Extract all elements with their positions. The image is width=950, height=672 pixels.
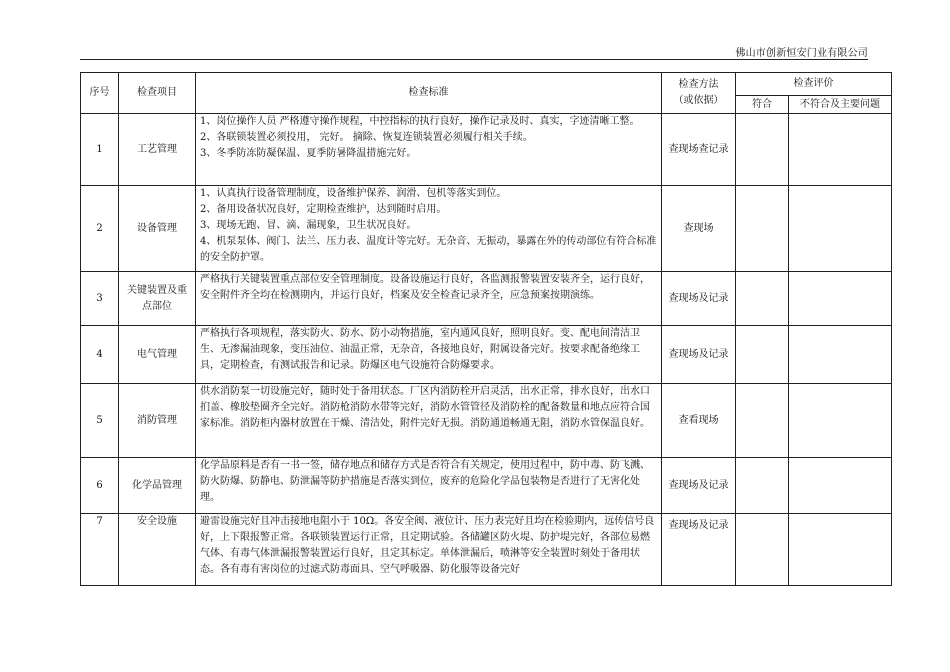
- standard-line: 1、岗位操作人员 严格遵守操作规程，中控指标的执行良好，操作记录及时、真实，字迹清晰工整。: [200, 116, 640, 127]
- row-seq: 7: [81, 514, 119, 586]
- inspection-table: [80, 72, 892, 586]
- standard-line: 避雷设施完好且冲击接地电阻小于 10Ω。各安全阀、液位计、压力表完好且均在检验期内，远传信号良好，上下限报警正常。各联锁装置运行正常，且定期试验。各储罐区防火堤、防护堤完好，各部位易燃气体、有毒气体泄漏报警装置运行良好，且定其标定。单体泄漏后，喷淋等安全装置时刻处于备用状态。各有毒有害岗位的过滤式防毒面具、空气呼吸器、防化服等设备完好: [200, 516, 655, 575]
- table-row: [81, 272, 892, 326]
- table-row: [81, 384, 892, 458]
- row-seq: 3: [81, 272, 119, 326]
- row-standard: [196, 114, 662, 186]
- table-row: [81, 458, 892, 514]
- row-method: 查现场及记录: [662, 326, 736, 384]
- row-conform: [736, 458, 789, 514]
- header-item: 检查项目: [119, 73, 196, 114]
- row-item: 化学品管理: [119, 458, 196, 514]
- standard-line: 3、冬季防冻防凝保温、夏季防暑降温措施完好。: [200, 148, 417, 159]
- row-conform: [736, 384, 789, 458]
- standard-line: 严格执行各项规程，落实防火、防水、防小动物措施，室内通风良好，照明良好。变、配电间清洁卫生、无渗漏油现象，变压油位、油温正常，无杂音，各接地良好，附属设备完好。按要求配备绝缘工具，定期检查，有测试报告和记录。防爆区电气设施符合防爆要求。: [200, 328, 640, 371]
- row-conform: [736, 326, 789, 384]
- standard-line: 化学品原料是否有一书一签，储存地点和储存方式是否符合有关规定，使用过程中，防中毒、防飞溅、防火防爆、防静电、防泄漏等防护措施是否落实到位，废弃的危险化学品包装物是否进行了无害化处理。: [200, 460, 650, 503]
- table-row: [81, 326, 892, 384]
- row-seq: 4: [81, 326, 119, 384]
- header-conform: 符合: [736, 96, 789, 114]
- row-standard: [196, 326, 662, 384]
- row-nonconform: [789, 514, 892, 586]
- row-item: 安全设施: [119, 514, 196, 586]
- row-seq: 1: [81, 114, 119, 186]
- table-row: [81, 514, 892, 586]
- row-conform: [736, 186, 789, 272]
- header-evaluation: 检查评价: [736, 73, 892, 96]
- header-rule: [80, 59, 868, 60]
- row-method: 查现场及记录: [662, 458, 736, 514]
- header-method: [662, 73, 736, 114]
- row-nonconform: [789, 186, 892, 272]
- row-conform: [736, 272, 789, 326]
- standard-line: 2、备用设备状况良好，定期检查维护，达到随时启用。: [200, 204, 447, 215]
- company-name: 佛山市创新恒安门业有限公司: [735, 48, 868, 59]
- row-seq: 5: [81, 384, 119, 458]
- standard-line: 3、现场无跑、冒、滴、漏现象，卫生状况良好。: [200, 220, 417, 231]
- standard-line: 2、各联锁装置必须投用， 完好。 摘除、恢复连锁装置必须履行相关手续。: [200, 132, 533, 143]
- header-method-sub: （或依据）: [673, 95, 724, 106]
- row-standard: [196, 272, 662, 326]
- row-standard: [196, 458, 662, 514]
- row-conform: [736, 114, 789, 186]
- standard-line: 严格执行关键装置重点部位安全管理制度。设备设施运行良好，各监测报警装置安装齐全，运行良好，安全附件齐全均在检测期内，并运行良好，档案及安全检查记录齐全，应急预案按期演练。: [200, 274, 650, 301]
- row-nonconform: [789, 384, 892, 458]
- row-method: 查现场及记录: [662, 272, 736, 326]
- row-seq: 2: [81, 186, 119, 272]
- row-method: 查现场查记录: [662, 114, 736, 186]
- standard-line: 1、认真执行设备管理制度，设备维护保养、润滑、包机等落实到位。: [200, 188, 507, 199]
- row-nonconform: [789, 272, 892, 326]
- row-nonconform: [789, 114, 892, 186]
- row-item: 电气管理: [119, 326, 196, 384]
- row-standard: [196, 514, 662, 586]
- standard-line: 供水消防泵一切设施完好，随时处于备用状态。厂区内消防栓开启灵活，出水正常，排水良好，出水口扪盖、橡胶垫圈齐全完好。消防枪消防水带等完好，消防水管管径及消防栓的配备数量和地点应符合国家标准。消防柜内器材放置在干燥、清洁处，附件完好无损。消防通道畅通无阻，消防水管保温良好。: [200, 386, 650, 429]
- table-row: [81, 114, 892, 186]
- header-seq: 序号: [81, 73, 119, 114]
- row-method: 查现场: [662, 186, 736, 272]
- table-row: [81, 186, 892, 272]
- header-method-label: 检查方法: [678, 79, 719, 90]
- row-nonconform: [789, 326, 892, 384]
- row-method: 查现场及记录: [662, 514, 736, 586]
- row-seq: 6: [81, 458, 119, 514]
- row-item: 消防管理: [119, 384, 196, 458]
- row-standard: [196, 384, 662, 458]
- header-standard: 检查标准: [196, 73, 662, 114]
- row-nonconform: [789, 458, 892, 514]
- row-method: 查看现场: [662, 384, 736, 458]
- row-standard: [196, 186, 662, 272]
- header-nonconform: 不符合及主要问题: [789, 96, 892, 114]
- row-item: 设备管理: [119, 186, 196, 272]
- row-item: 工艺管理: [119, 114, 196, 186]
- standard-line: 4、机泵泵体、阀门、法兰、压力表、温度计等完好。无杂音、无振动，暴露在外的传动部位有符合标准的安全防护罩。: [200, 236, 657, 263]
- row-item: 关键装置及重点部位: [119, 272, 196, 326]
- row-conform: [736, 514, 789, 586]
